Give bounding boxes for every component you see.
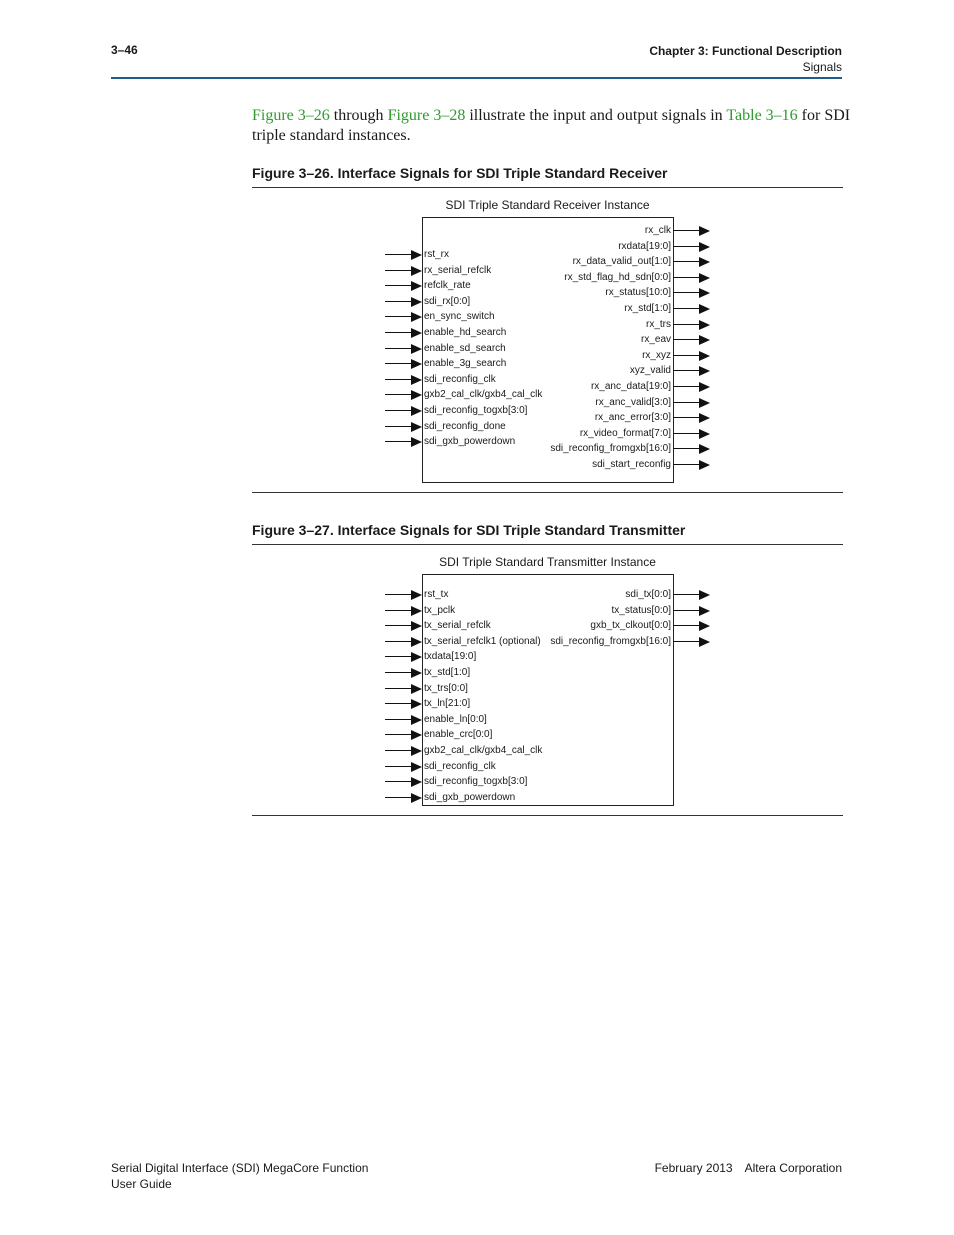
tx-input-arrow-gxb2-cal-clk-gxb4-cal-clk-line [385,750,414,751]
rx-output-rx-data-valid-out-1-0: rx_data_valid_out[1:0] [572,256,671,268]
receiver-instance-label: SDI Triple Standard Receiver Instance [445,198,650,212]
tx-input-arrow-tx-serial-refclk [385,621,422,631]
rx-input-arrow-sdi-reconfig-done-head [411,422,422,432]
xref-table-3-16[interactable]: Table 3–16 [726,107,798,124]
tx-input-txdata-19-0: txdata[19:0] [424,651,477,663]
rx-output-arrow-rx-anc-error-3-0 [673,413,710,423]
tx-input-arrow-enable-ln-0-0-line [385,719,414,720]
rx-input-arrow-rst-rx [385,250,422,260]
page-number: 3–46 [111,43,138,57]
rx-input-rst-rx: rst_rx [424,249,449,260]
rx-output-arrow-rx-anc-valid-3-0-head [699,398,710,408]
footer-doc-subtitle: User Guide [111,1177,172,1191]
tx-input-arrow-txdata-19-0 [385,652,422,662]
tx-input-arrow-gxb2-cal-clk-gxb4-cal-clk-head [411,746,422,756]
rx-input-arrow-enable-3g-search [385,359,422,369]
rx-output-arrow-rx-std-1-0-line [673,308,702,309]
rx-input-arrow-enable-sd-search-line [385,348,414,349]
rx-output-rx-video-format-7-0: rx_video_format[7:0] [579,427,671,439]
tx-input-arrow-rst-tx-line [385,594,414,595]
rx-output-sdi-start-reconfig: sdi_start_reconfig [592,459,671,470]
section-title: Signals [802,60,842,74]
tx-output-arrow-sdi-reconfig-fromgxb-16-0 [673,637,710,647]
chapter-title: Chapter 3: Functional Description [649,44,842,58]
rx-input-arrow-gxb2-cal-clk-gxb4-cal-clk [385,390,422,400]
rx-output-rx-anc-error-3-0: rx_anc_error[3:0] [594,412,671,424]
tx-input-arrow-enable-crc-0-0-head [411,730,422,740]
tx-input-enable-crc-0-0: enable_crc[0:0] [424,729,493,741]
tx-output-gxb-tx-clkout-0-0: gxb_tx_clkout[0:0] [590,620,671,632]
rx-output-arrow-rx-clk-line [673,230,702,231]
footer-doc-title: Serial Digital Interface (SDI) MegaCore Function [111,1161,369,1175]
rx-input-arrow-sdi-gxb-powerdown-head [411,437,422,447]
tx-input-arrow-tx-pclk-line [385,610,414,611]
rx-output-arrow-rx-std-1-0-head [699,304,710,314]
rx-input-arrow-sdi-reconfig-done-line [385,426,414,427]
tx-input-arrow-tx-serial-refclk1-optional-head [411,637,422,647]
rx-output-arrow-rx-anc-error-3-0-head [699,413,710,423]
tx-input-arrow-tx-serial-refclk1-optional-line [385,641,414,642]
rx-input-sdi-reconfig-togxb-3-0: sdi_reconfig_togxb[3:0] [424,405,528,416]
tx-input-arrow-tx-serial-refclk1-optional [385,637,422,647]
tx-input-arrow-enable-crc-0-0-line [385,734,414,735]
rx-output-arrow-rx-std-flag-hd-sdn-0-0 [673,273,710,283]
rx-input-arrow-enable-3g-search-line [385,363,414,364]
rx-input-en-sync-switch: en_sync_switch [424,311,495,323]
tx-input-arrow-tx-ln-21-0 [385,699,422,709]
rx-output-arrow-rx-data-valid-out-1-0 [673,257,710,267]
rx-output-rx-xyz: rx_xyz [642,349,671,361]
rx-output-arrow-rx-xyz [673,351,710,361]
tx-output-arrow-sdi-reconfig-fromgxb-16-0-line [673,641,702,642]
tx-input-tx-serial-refclk1-optional: tx_serial_refclk1 (optional) [424,635,541,647]
rx-input-sdi-gxb-powerdown: sdi_gxb_powerdown [424,436,516,448]
tx-output-arrow-gxb-tx-clkout-0-0-line [673,625,702,626]
rx-output-arrow-sdi-start-reconfig [673,460,710,470]
tx-input-arrow-gxb2-cal-clk-gxb4-cal-clk [385,746,422,756]
rx-output-arrow-rx-trs [673,320,710,330]
tx-output-arrow-sdi-reconfig-fromgxb-16-0-head [699,637,710,647]
tx-input-arrow-sdi-reconfig-togxb-3-0 [385,777,422,787]
tx-input-arrow-sdi-gxb-powerdown-line [385,797,414,798]
tx-output-arrow-gxb-tx-clkout-0-0-head [699,621,710,631]
figure-1-title: Figure 3–26. Interface Signals for SDI Triple Standard Receiver [252,165,668,181]
intro-text-3: for SDI triple standard instances. [252,107,851,144]
tx-output-arrow-tx-status-0-0 [673,606,710,616]
rx-input-enable-hd-search: enable_hd_search [424,327,507,338]
rx-input-arrow-sdi-reconfig-togxb-3-0 [385,406,422,416]
rx-input-arrow-enable-3g-search-head [411,359,422,369]
rx-output-rx-trs: rx_trs [646,318,671,330]
rx-output-arrow-sdi-reconfig-fromgxb-16-0 [673,444,710,454]
rx-output-arrow-rx-anc-data-19-0-line [673,386,702,387]
footer-left [111,1160,368,1192]
rx-output-rx-eav: rx_eav [640,334,671,346]
tx-input-arrow-sdi-reconfig-clk [385,762,422,772]
rx-output-arrow-rx-std-1-0 [673,304,710,314]
rx-output-xyz-valid: xyz_valid [629,365,671,377]
rx-output-sdi-reconfig-fromgxb-16-0: sdi_reconfig_fromgxb[16:0] [550,443,671,455]
tx-input-tx-trs-0-0: tx_trs[0:0] [424,682,468,694]
intro-text-2: illustrate the input and output signals in [465,107,727,124]
rx-input-sdi-reconfig-clk: sdi_reconfig_clk [424,373,496,385]
rx-output-arrow-rx-video-format-7-0-line [673,433,702,434]
rx-input-arrow-refclk-rate-head [411,281,422,291]
rx-input-sdi-reconfig-done: sdi_reconfig_done [424,420,506,432]
rx-input-gxb2-cal-clk-gxb4-cal-clk: gxb2_cal_clk/gxb4_cal_clk [424,389,543,401]
tx-input-arrow-sdi-reconfig-clk-head [411,762,422,772]
tx-input-arrow-tx-std-1-0 [385,668,422,678]
rx-input-arrow-sdi-rx-0-0 [385,297,422,307]
rx-input-arrow-sdi-reconfig-togxb-3-0-line [385,410,414,411]
rx-output-arrow-xyz-valid-line [673,370,702,371]
rx-output-arrow-rx-video-format-7-0-head [699,429,710,439]
rx-input-arrow-refclk-rate [385,281,422,291]
footer-right [655,1160,842,1176]
rx-input-refclk-rate: refclk_rate [424,280,471,292]
tx-input-arrow-txdata-19-0-line [385,656,414,657]
rx-output-arrow-xyz-valid-head [699,366,710,376]
tx-input-sdi-gxb-powerdown: sdi_gxb_powerdown [424,791,516,803]
tx-output-tx-status-0-0: tx_status[0:0] [611,604,671,616]
rx-output-arrow-rx-clk [673,226,710,236]
rx-input-arrow-sdi-reconfig-clk-head [411,375,422,385]
rx-output-arrow-rx-trs-head [699,320,710,330]
rx-input-arrow-sdi-gxb-powerdown-line [385,441,414,442]
tx-output-arrow-sdi-tx-0-0-line [673,594,702,595]
tx-input-arrow-txdata-19-0-head [411,652,422,662]
transmitter-instance-label: SDI Triple Standard Transmitter Instance [439,555,656,569]
xref-figure-3-26[interactable]: Figure 3–26 [252,107,330,124]
rx-output-arrow-xyz-valid [673,366,710,376]
rx-output-arrow-rx-anc-error-3-0-line [673,417,702,418]
tx-output-sdi-reconfig-fromgxb-16-0: sdi_reconfig_fromgxb[16:0] [550,635,671,647]
rx-output-rx-std-flag-hd-sdn-0-0: rx_std_flag_hd_sdn[0:0] [564,271,671,283]
tx-input-arrow-tx-pclk [385,606,422,616]
tx-input-tx-serial-refclk: tx_serial_refclk [424,620,491,632]
rx-input-sdi-rx-0-0: sdi_rx[0:0] [424,295,471,307]
rx-input-arrow-en-sync-switch-line [385,316,414,317]
tx-input-sdi-reconfig-clk: sdi_reconfig_clk [424,760,496,772]
tx-output-arrow-tx-status-0-0-head [699,606,710,616]
rx-output-arrow-rx-status-10-0-line [673,292,702,293]
rx-output-arrow-rxdata-19-0 [673,242,710,252]
rx-input-arrow-sdi-rx-0-0-head [411,297,422,307]
rx-input-arrow-rst-rx-line [385,254,414,255]
tx-input-arrow-enable-crc-0-0 [385,730,422,740]
tx-input-arrow-sdi-gxb-powerdown-head [411,793,422,803]
running-header [649,43,842,75]
intro-paragraph [252,106,852,146]
rx-output-arrow-rx-data-valid-out-1-0-line [673,261,702,262]
rx-input-arrow-sdi-reconfig-done [385,422,422,432]
rx-output-arrow-rx-status-10-0-head [699,288,710,298]
rx-output-arrow-sdi-start-reconfig-head [699,460,710,470]
rx-input-enable-3g-search: enable_3g_search [424,358,507,370]
rx-output-arrow-rx-anc-valid-3-0 [673,398,710,408]
rx-input-arrow-enable-hd-search-head [411,328,422,338]
rx-input-enable-sd-search: enable_sd_search [424,342,506,354]
tx-input-arrow-sdi-reconfig-togxb-3-0-line [385,781,414,782]
rx-output-arrow-rx-clk-head [699,226,710,236]
tx-input-arrow-sdi-gxb-powerdown [385,793,422,803]
rx-input-arrow-enable-hd-search [385,328,422,338]
tx-input-arrow-tx-trs-0-0-head [411,684,422,694]
tx-input-arrow-tx-serial-refclk-head [411,621,422,631]
rx-input-arrow-enable-sd-search-head [411,344,422,354]
rx-input-arrow-sdi-reconfig-clk [385,375,422,385]
tx-input-arrow-sdi-reconfig-clk-line [385,766,414,767]
tx-input-arrow-rst-tx-head [411,590,422,600]
rx-input-arrow-rst-rx-head [411,250,422,260]
rx-output-arrow-rx-video-format-7-0 [673,429,710,439]
rx-output-rx-status-10-0: rx_status[10:0] [605,287,671,299]
rx-input-arrow-sdi-reconfig-togxb-3-0-head [411,406,422,416]
tx-output-sdi-tx-0-0: sdi_tx[0:0] [625,589,671,600]
xref-figure-3-28[interactable]: Figure 3–28 [387,107,466,124]
rx-output-rxdata-19-0: rxdata[19:0] [618,240,671,252]
tx-input-arrow-tx-ln-21-0-line [385,703,414,704]
rx-input-arrow-enable-sd-search [385,344,422,354]
rx-input-arrow-enable-hd-search-line [385,332,414,333]
rx-input-arrow-gxb2-cal-clk-gxb4-cal-clk-line [385,394,414,395]
tx-input-gxb2-cal-clk-gxb4-cal-clk: gxb2_cal_clk/gxb4_cal_clk [424,745,543,756]
figure-2-title: Figure 3–27. Interface Signals for SDI Triple Standard Transmitter [252,522,686,538]
figure-1-bottom-rule [252,492,843,493]
rx-output-arrow-rx-xyz-line [673,355,702,356]
rx-input-arrow-gxb2-cal-clk-gxb4-cal-clk-head [411,390,422,400]
rx-output-rx-anc-valid-3-0: rx_anc_valid[3:0] [595,396,671,408]
figure-1-top-rule [252,187,843,188]
rx-output-arrow-rx-eav [673,335,710,345]
tx-input-tx-ln-21-0: tx_ln[21:0] [424,698,471,710]
tx-input-arrow-tx-serial-refclk-line [385,625,414,626]
figure-2-bottom-rule [252,815,843,816]
rx-output-arrow-rx-std-flag-hd-sdn-0-0-line [673,277,702,278]
rx-input-arrow-refclk-rate-line [385,285,414,286]
tx-output-arrow-sdi-tx-0-0 [673,590,710,600]
rx-output-arrow-rx-eav-head [699,335,710,345]
tx-input-sdi-reconfig-togxb-3-0: sdi_reconfig_togxb[3:0] [424,776,528,788]
rx-output-arrow-sdi-reconfig-fromgxb-16-0-head [699,444,710,454]
rx-output-arrow-rx-anc-data-19-0 [673,382,710,392]
figure-2-top-rule [252,544,843,545]
rx-input-arrow-rx-serial-refclk [385,266,422,276]
tx-input-arrow-tx-std-1-0-line [385,672,414,673]
rx-input-arrow-sdi-reconfig-clk-line [385,379,414,380]
tx-output-arrow-gxb-tx-clkout-0-0 [673,621,710,631]
rx-input-arrow-rx-serial-refclk-line [385,270,414,271]
rx-output-arrow-rx-status-10-0 [673,288,710,298]
rx-output-rx-clk: rx_clk [644,225,671,236]
rx-output-arrow-rx-xyz-head [699,351,710,361]
tx-input-tx-std-1-0: tx_std[1:0] [424,667,471,678]
rx-output-arrow-rx-trs-line [673,324,702,325]
tx-input-enable-ln-0-0: enable_ln[0:0] [424,713,487,725]
rx-input-arrow-en-sync-switch [385,312,422,322]
rx-input-arrow-sdi-gxb-powerdown [385,437,422,447]
rx-output-arrow-rxdata-19-0-head [699,242,710,252]
rx-output-arrow-sdi-start-reconfig-line [673,464,702,465]
tx-input-arrow-enable-ln-0-0-head [411,715,422,725]
footer-company: Altera Corporation [744,1161,842,1175]
rx-input-arrow-en-sync-switch-head [411,312,422,322]
tx-output-arrow-tx-status-0-0-line [673,610,702,611]
tx-input-tx-pclk: tx_pclk [424,604,456,616]
rx-output-rx-anc-data-19-0: rx_anc_data[19:0] [590,381,671,392]
tx-input-arrow-tx-pclk-head [411,606,422,616]
tx-input-arrow-tx-trs-0-0-line [385,688,414,689]
rx-input-arrow-rx-serial-refclk-head [411,266,422,276]
rx-output-rx-std-1-0: rx_std[1:0] [624,303,671,314]
rx-output-arrow-rx-anc-data-19-0-head [699,382,710,392]
rx-input-arrow-sdi-rx-0-0-line [385,301,414,302]
rx-output-arrow-rx-eav-line [673,339,702,340]
tx-input-rst-tx: rst_tx [424,589,449,600]
rx-output-arrow-rxdata-19-0-line [673,246,702,247]
tx-input-arrow-sdi-reconfig-togxb-3-0-head [411,777,422,787]
tx-output-arrow-sdi-tx-0-0-head [699,590,710,600]
tx-input-arrow-tx-ln-21-0-head [411,699,422,709]
rx-output-arrow-rx-data-valid-out-1-0-head [699,257,710,267]
footer-date: February 2013 [654,1161,733,1175]
tx-input-arrow-enable-ln-0-0 [385,715,422,725]
tx-input-arrow-tx-std-1-0-head [411,668,422,678]
tx-input-arrow-tx-trs-0-0 [385,684,422,694]
tx-input-arrow-rst-tx [385,590,422,600]
header-rule [111,77,842,79]
rx-output-arrow-rx-anc-valid-3-0-line [673,402,702,403]
intro-text-1: through [329,107,388,124]
rx-output-arrow-rx-std-flag-hd-sdn-0-0-head [699,273,710,283]
rx-output-arrow-sdi-reconfig-fromgxb-16-0-line [673,448,702,449]
rx-input-rx-serial-refclk: rx_serial_refclk [424,264,492,276]
